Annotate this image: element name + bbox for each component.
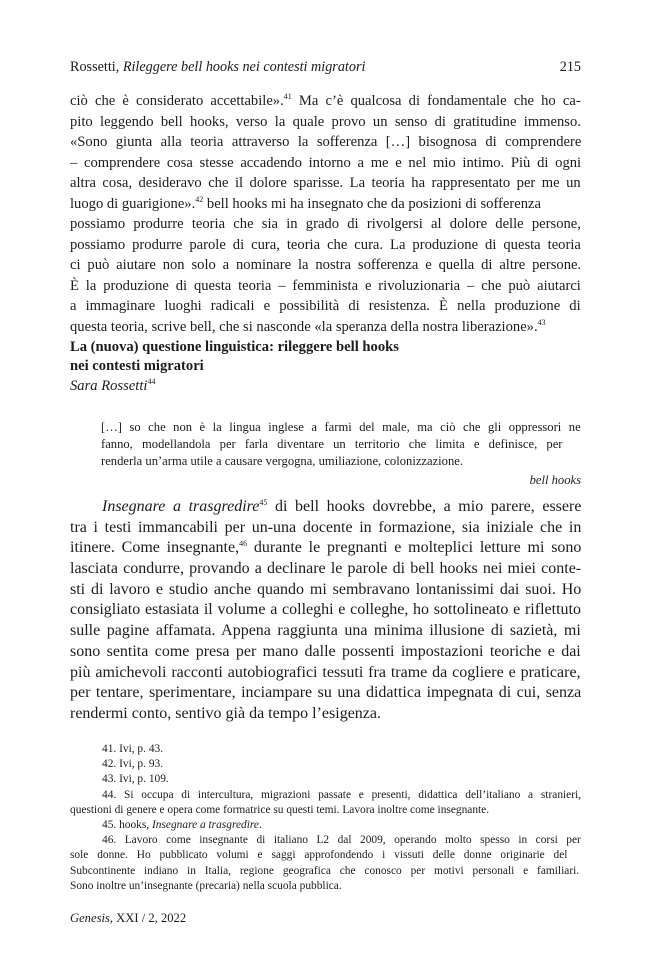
text-line: lasciata condurre, provando a declinare le parole di bell hooks nei miei conte- <box>70 560 582 578</box>
footnote-ref: 41 <box>283 92 292 101</box>
epigraph-line: […] so che non è la lingua inglese a farmi del male, ma ciò che gli oppressori ne <box>101 420 581 434</box>
text-line: itinere. Come insegnante,$^{46}$ durante le pregnanti e molteplici letture mi sono <box>70 539 582 557</box>
text-line: Insegnare a trasgredire$^{45}$ di bell hooks dovrebbe, a mio parere, essere <box>102 498 582 515</box>
text-line: sulle pagine affamata. Appena raggiunta una minima illusione di sazietà, mi <box>70 622 581 640</box>
text-line: altra cosa, desideravo che il dolore sparisse. La teoria ha rappresentato per me un <box>70 175 581 191</box>
footnotes <box>70 742 581 894</box>
text-line: a immaginare luoghi radicali e possibilità di resistenza. È nella produzione di <box>70 298 581 314</box>
text-line: È la produzione di questa teoria – femminista e rivoluzionaria – che può aiutarci <box>70 277 581 294</box>
journal-issue: , XXI / 2, 2022 <box>109 911 187 925</box>
text-line: – comprendere cosa stesse accadendo intorno a me e nel mio intimo. Più di ogni <box>70 154 581 171</box>
footnote-line: questioni di genere e opera come formatrice su questi temi. Lavora inoltre come insegnante. <box>70 803 490 816</box>
page-number: 215 <box>559 59 581 75</box>
section-author: Sara Rossetti$^{44}$ <box>70 377 156 394</box>
text-line: più amichevoli racconti autobiografici tessuti fra trame da cogliere e praticare, <box>70 663 581 681</box>
footnote-ref: 46 <box>239 539 248 549</box>
footnote-line: Sono inoltre un’insegnante (precaria) nella scuola pubblica. <box>70 879 342 892</box>
footnote-line: sole donne. Ho pubblicato volumi e saggi approfondendo i vissuti delle donne originarie del <box>70 849 568 862</box>
text-line: luogo di guarigione».$^{42}$ bell hooks mi ha insegnato che da posizioni di sofferenza <box>70 194 541 212</box>
footnote: 43. Ivi, p. 109. <box>102 773 169 786</box>
footnote: 46. Lavoro come insegnante di italiano L2 dal 2009, operando molto spesso in corsi per <box>102 834 581 847</box>
continuation-paragraph <box>70 91 581 337</box>
body-paragraph <box>70 497 581 725</box>
text-line: ciò che è considerato accettabile».$^{41}$ Ma c’è qualcosa di fondamentale che ho ca- <box>70 92 581 109</box>
epigraph-line: fanno, modellandola per farla diventare un territorio che limita e definisce, per <box>101 437 563 451</box>
text-line: sono sentita come presa per mano dalle possenti impostazioni teoriche e dai <box>70 642 581 660</box>
epigraph-attribution: bell hooks <box>529 473 581 487</box>
running-head-author: Rossetti, <box>70 59 120 75</box>
text-line: per tentare, sperimentare, inciampare su una didattica impegnata di cui, senza <box>70 684 582 702</box>
footnote-ref: 45 <box>259 498 268 507</box>
text-line: rendermi conto, sentivo già da tempo l’esigenza. <box>70 704 382 722</box>
epigraph <box>101 419 581 470</box>
footnote-line: Subcontinente indiano in Italia, regione geografica che conosco per motivi personali e familiari. <box>70 864 580 877</box>
footnote: 44. Si occupa di intercultura, migrazioni passate e presenti, didattica dell’italiano a stranieri, <box>102 788 582 801</box>
section-heading: La (nuova) questione linguistica: rileggere bell hooks nei contesti migratori <box>70 339 399 374</box>
text-line: «Sono giunta alla teoria attraverso la sofferenza […] bisognosa di comprendere <box>70 134 581 150</box>
text-line: pito leggendo bell hooks, verso la quale provo un senso di gratitudine immenso. <box>70 113 581 130</box>
text-line: ci può aiutare non solo a nominare la nostra sofferenza e quella di altre persone. <box>70 257 581 273</box>
text-line: consigliato estasiata il volume a colleghi e colleghe, ho sottolineato e riflettuto <box>70 601 581 619</box>
footnote: 41. Ivi, p. 43. <box>102 743 164 755</box>
footnote: 42. Ivi, p. 93. <box>102 758 164 771</box>
text-line: possiamo produrre teoria che sia in grado di rivolgersi al dolore delle persone, <box>70 216 581 232</box>
running-head-title: Rileggere bell hooks nei contesti migratori <box>122 59 366 75</box>
page-footer <box>70 910 186 926</box>
text-line: sti di lavoro e studio anche quando mi sembravano lontanissimi dai suoi. Ho <box>70 580 582 598</box>
footnote-ref: 43 <box>537 317 546 327</box>
text-line: tra i testi immancabili per un-una docente in formazione, sia iniziale che in <box>70 518 582 536</box>
text-line: questa teoria, scrive bell, che si nasconde «la speranza della nostra liberazione».$^{43}$ <box>70 317 546 335</box>
footnote-ref: 42 <box>195 194 204 204</box>
footnote: 45. hooks, Insegnare a trasgredire. <box>102 818 262 831</box>
text-line: possiamo produrre parole di cura, teoria che cura. La produzione di questa teoria <box>70 236 581 253</box>
journal-name: Genesis <box>70 911 110 925</box>
footnote-ref: 44 <box>147 377 156 386</box>
epigraph-line: renderla un’arma utile a causare vergogna, umiliazione, colonizzazione. <box>101 454 464 468</box>
running-head <box>70 58 581 76</box>
